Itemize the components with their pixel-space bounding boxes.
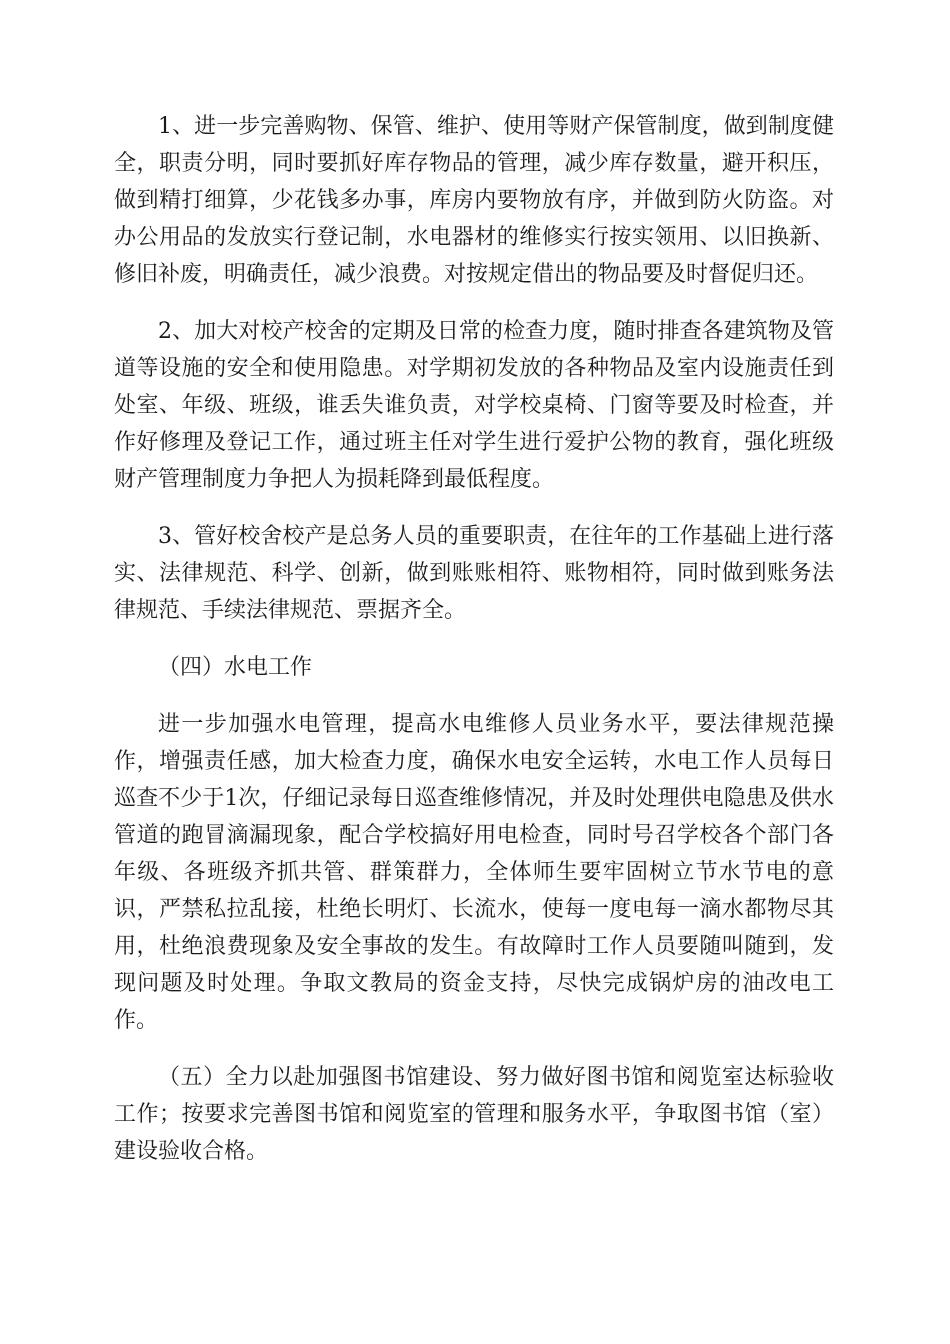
section-heading-water-electricity: （四）水电工作 xyxy=(158,655,313,680)
paragraph-property-management: 1、进一步完善购物、保管、维护、使用等财产保管制度，做到制度健全，职责分明，同时要抓好库存物品的管理，减少库存数量，避开积压，做到精打细算，少花钱多办事，库房内要物放有序，并做到防火防盗。对办公用品的发放实行登记制，水电器材的维修实行按实领用、以旧换新、修旧补废，明确责任，减少浪费。对按规定借出的物品要及时督促归还。 xyxy=(114,114,834,287)
paragraph-campus-inspection: 2、加大对校产校舍的定期及日常的检查力度，随时排查各建筑物及管道等设施的安全和使用隐患。对学期初发放的各种物品及室内设施责任到处室、年级、班级，谁丢失谁负责，对学校桌椅、门窗等要及时检查，并作好修理及登记工作，通过班主任对学生进行爱护公物的教育，强化班级财产管理制度力争把人为损耗降到最低程度。 xyxy=(114,319,834,492)
document-body xyxy=(114,108,834,1190)
paragraph-water-electricity: 进一步加强水电管理，提高水电维修人员业务水平，要法律规范操作，增强责任感，加大检查力度，确保水电安全运转，水电工作人员每日巡查不少于1次，仔细记录每日巡查维修情况，并及时处理供电隐患及供水管道的跑冒滴漏现象，配合学校搞好用电检查，同时号召学校各个部门各年级、各班级齐抓共管、群策群力，全体师生要牢固树立节水节电的意识，严禁私拉乱接，杜绝长明灯、长流水，使每一度电每一滴水都物尽其用，杜绝浪费现象及安全事故的发生。有故障时工作人员要随叫随到，发现问题及时处理。争取文教局的资金支持，尽快完成锅炉房的油改电工作。 xyxy=(114,712,834,1033)
paragraph-library-construction: （五）全力以赴加强图书馆建设、努力做好图书馆和阅览室达标验收工作；按要求完善图书馆和阅览室的管理和服务水平，争取图书馆（室）建设验收合格。 xyxy=(114,1065,834,1164)
paragraph-asset-duties: 3、管好校舍校产是总务人员的重要职责，在往年的工作基础上进行落实、法律规范、科学、创新，做到账账相符、账物相符，同时做到账务法律规范、手续法律规范、票据齐全。 xyxy=(114,524,834,623)
